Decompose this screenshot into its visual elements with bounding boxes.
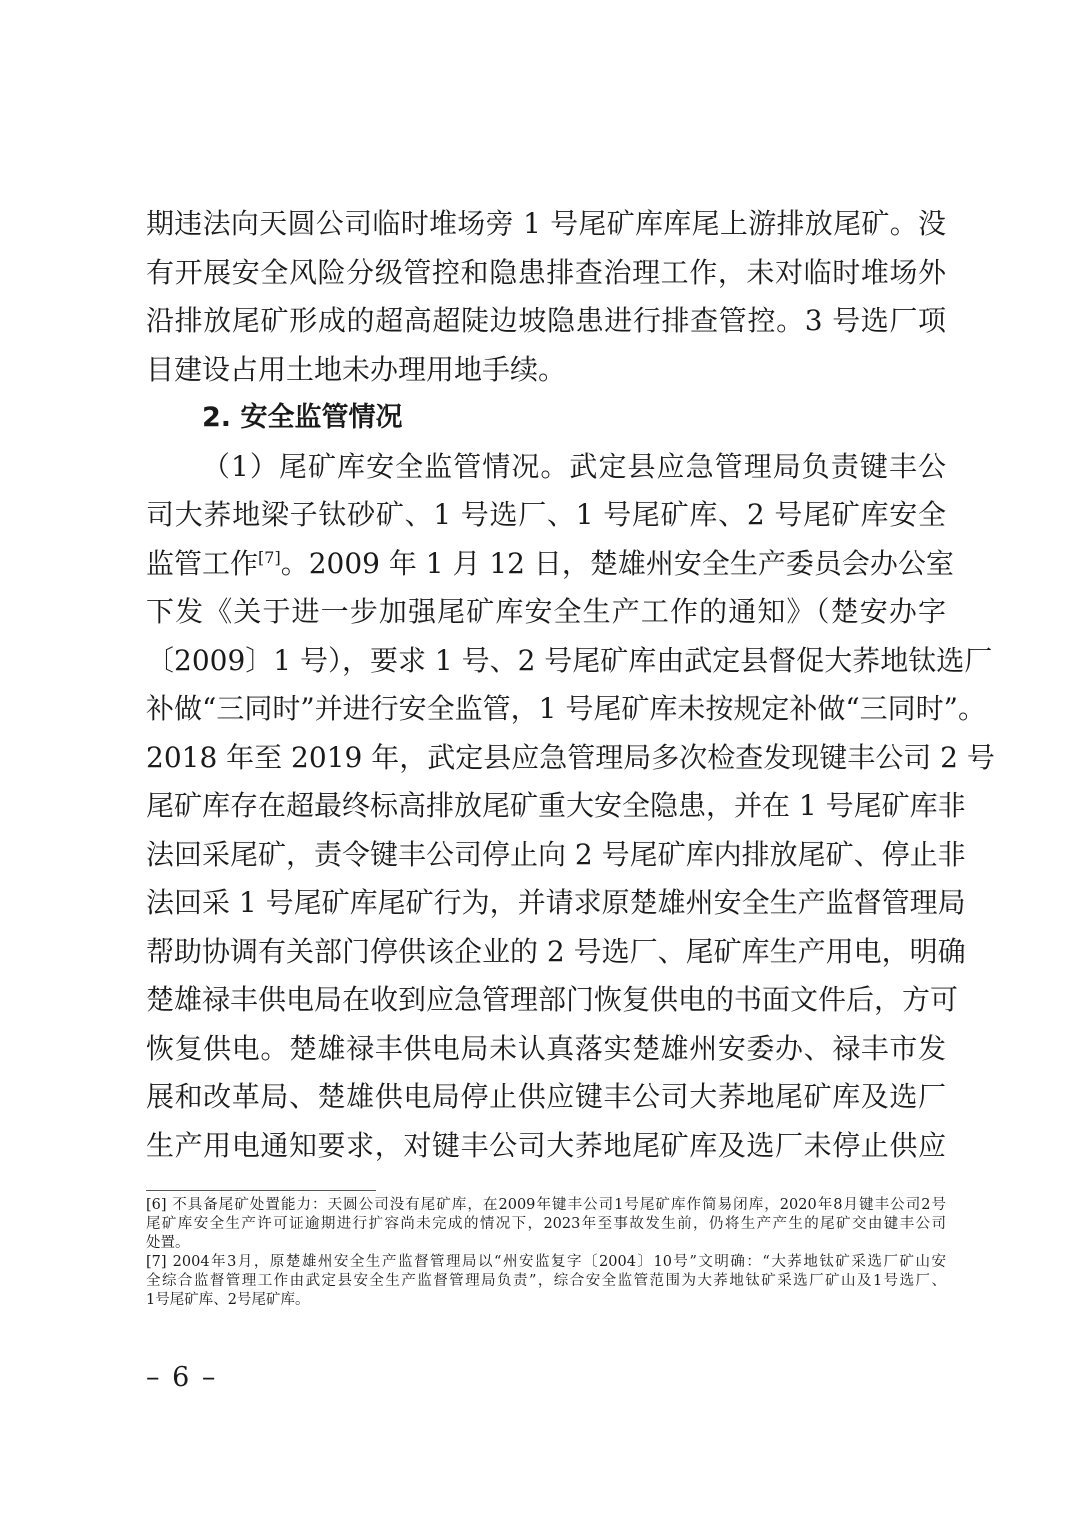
section-heading: 2. 安全监管情况	[202, 402, 403, 433]
text-fragment: 。2009 年 1 月 12 日，楚雄州安全生产委员会办公室	[280, 546, 954, 580]
text-line-with-footnote	[146, 540, 954, 589]
text-line: 沿排放尾矿形成的超高超陡边坡隐患进行排查管控。3 号选厂项	[146, 304, 946, 337]
text-line: （1）尾矿库安全监管情况。武定县应急管理局负责键丰公	[202, 449, 946, 483]
text-line: 生产用电通知要求，对键丰公司大荞地尾矿库及选厂未停止供应	[146, 1128, 946, 1162]
footnote-divider	[146, 1190, 376, 1191]
footnote-6-line: 处置。	[146, 1235, 190, 1251]
text-line: 帮助协调有关部门停供该企业的 2 号选厂、尾矿库生产用电，明确	[146, 934, 966, 968]
text-fragment: 监管工作	[146, 546, 259, 580]
footnote-7-line: 1号尾矿库、2号尾矿库。	[146, 1292, 310, 1308]
text-line: 补做“三同时”并进行安全监管，1 号尾矿库未按规定补做“三同时”。	[146, 692, 986, 725]
text-line: 目建设占用土地未办理用地手续。	[146, 352, 567, 386]
footnotes	[146, 1196, 946, 1310]
footnote-6-line: 尾矿库安全生产许可证逾期进行扩容尚未完成的情况下，2023年至事故发生前，仍将生产产生的尾矿交由键丰公司	[146, 1216, 946, 1232]
text-line: 尾矿库存在超最终标高排放尾矿重大安全隐患，并在 1 号尾矿库非	[146, 789, 966, 822]
text-line: 有开展安全风险分级管控和隐患排查治理工作，未对临时堆场外	[146, 255, 946, 289]
text-line: 展和改革局、楚雄供电局停止供应键丰公司大荞地尾矿库及选厂	[146, 1080, 946, 1113]
text-line: 司大荞地梁子钛砂矿、1 号选厂、1 号尾矿库、2 号尾矿库安全	[146, 498, 946, 531]
text-line: 2018 年至 2019 年，武定县应急管理局多次检查发现键丰公司 2 号	[146, 740, 995, 774]
footnote-ref-7[interactable]: [7]	[258, 547, 281, 567]
footnote-6-line: [6] 不具备尾矿处置能力：天圆公司没有尾矿库，在2009年键丰公司1号尾矿库作简易闭库，2020年8月键丰公司2号	[146, 1197, 946, 1213]
text-line: 期违法向天圆公司临时堆场旁 1 号尾矿库库尾上游排放尾矿。没	[146, 207, 946, 240]
text-line: 楚雄禄丰供电局在收到应急管理部门恢复供电的书面文件后，方可	[146, 983, 959, 1016]
page-number: – 6 –	[146, 1362, 218, 1393]
body-text	[146, 200, 995, 1170]
text-line: 下发《关于进一步加强尾矿库安全生产工作的通知》（楚安办字	[146, 595, 946, 628]
footnote-7-line: 全综合监督管理工作由武定县安全生产监督管理局负责”，综合安全监管范围为大荞地钛矿采选厂矿山及1号选厂、	[146, 1273, 946, 1289]
text-line: 恢复供电。楚雄禄丰供电局未认真落实楚雄州安委办、禄丰市发	[146, 1031, 946, 1065]
footnote-7-line: [7] 2004年3月，原楚雄州安全生产监督管理局以“州安监复字〔2004〕10号”文明确：“大荞地钛矿采选厂矿山安	[146, 1254, 946, 1270]
text-line: 〔2009〕1 号），要求 1 号、2 号尾矿库由武定县督促大荞地钛选厂	[146, 643, 993, 677]
text-line: 法回采 1 号尾矿库尾矿行为，并请求原楚雄州安全生产监督管理局	[146, 886, 966, 919]
text-line: 法回采尾矿，责令键丰公司停止向 2 号尾矿库内排放尾矿、停止非	[146, 837, 966, 871]
